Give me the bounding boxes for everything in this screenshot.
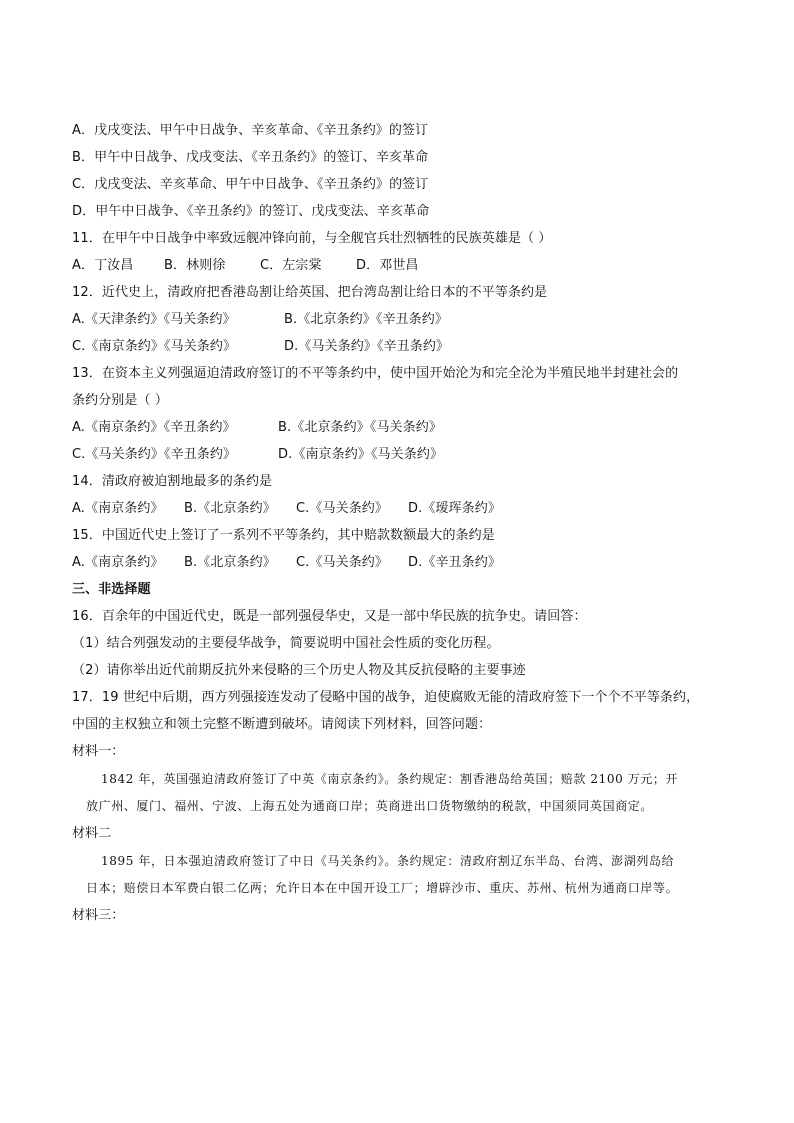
q11-option-d: D．邓世昌 bbox=[356, 258, 419, 273]
q11-options bbox=[72, 257, 419, 275]
q13-option-d: D.《南京条约》《马关条约》 bbox=[278, 447, 444, 462]
material1-label: 材料一： bbox=[72, 744, 125, 759]
q16-sub1: （1）结合列强发动的主要侵华战争，简要说明中国社会性质的变化历程。 bbox=[72, 636, 500, 651]
q15-option-a: A.《南京条约》 bbox=[72, 555, 164, 570]
material2-label: 材料二 bbox=[72, 826, 112, 841]
q15-option-d: D.《辛丑条约》 bbox=[408, 555, 501, 570]
q10-option-c: C．戊戌变法、辛亥革命、甲午中日战争、《辛丑条约》的签订 bbox=[72, 177, 429, 192]
q14-option-d: D.《瑷珲条约》 bbox=[408, 501, 501, 516]
q13-option-c: C.《马关条约》《辛丑条约》 bbox=[72, 447, 237, 462]
q13-options-row1 bbox=[72, 419, 442, 437]
q14-options bbox=[72, 500, 501, 518]
q17-stem-line1: 17．19 世纪中后期，西方列强接连发动了侵略中国的战争，迫使腐败无能的清政府签下一个个不平等条约， bbox=[72, 690, 700, 705]
material2-text-line1: 1895 年，日本强迫清政府签订了中日《马关条约》。条约规定：清政府割辽东半岛、台湾、澎湖列岛给 bbox=[101, 854, 675, 868]
q11-option-c: C．左宗棠 bbox=[260, 258, 322, 273]
q10-option-b: B．甲午中日战争、戊戌变法、《辛丑条约》的签订、辛亥革命 bbox=[72, 150, 429, 165]
q12-options-row1 bbox=[72, 311, 448, 329]
q15-options bbox=[72, 554, 501, 572]
q12-option-a: A.《天津条约》《马关条约》 bbox=[72, 312, 236, 327]
section-heading: 三、非选择题 bbox=[72, 582, 151, 597]
q15-stem: 15．中国近代史上签订了一系列不平等条约，其中赔款数额最大的条约是 bbox=[72, 528, 495, 543]
q15-option-c: C.《马关条约》 bbox=[296, 555, 389, 570]
q13-option-a: A.《南京条约》《辛丑条约》 bbox=[72, 420, 236, 435]
q14-option-c: C.《马关条约》 bbox=[296, 501, 389, 516]
q12-option-b: B.《北京条约》《辛丑条约》 bbox=[284, 312, 448, 327]
q13-stem-line1: 13．在资本主义列强逼迫清政府签订的不平等条约中，使中国开始沦为和完全沦为半殖民地半封建社会的 bbox=[72, 366, 679, 381]
q10-option-a: A．戊戌变法、甲午中日战争、辛亥革命、《辛丑条约》的签订 bbox=[72, 123, 429, 138]
q12-option-c: C.《南京条约》《马关条约》 bbox=[72, 339, 237, 354]
q11-stem: 11．在甲午中日战争中率致远舰冲锋向前，与全舰官兵壮烈牺牲的民族英雄是（ ） bbox=[72, 231, 552, 246]
q11-option-b: B．林则徐 bbox=[164, 258, 226, 273]
q13-option-b: B.《北京条约》《马关条约》 bbox=[278, 420, 442, 435]
q13-options-row2 bbox=[72, 446, 443, 464]
material1-text-line1: 1842 年，英国强迫清政府签订了中英《南京条约》。条约规定：割香港岛给英国；赔款 2100 万元；开 bbox=[101, 772, 679, 786]
q16-stem: 16．百余年的中国近代史，既是一部列强侵华史，又是一部中华民族的抗争史。请回答： bbox=[72, 609, 587, 624]
q16-sub2: （2）请你举出近代前期反抗外来侵略的三个历史人物及其反抗侵略的主要事迹 bbox=[72, 663, 526, 678]
material2-text-line2: 日本；赔偿日本军费白银二亿两；允许日本在中国开设工厂；增辟沙市、重庆、苏州、杭州为通商口岸等。 bbox=[86, 881, 679, 895]
material1-text-line2: 放广州、厦门、福州、宁波、上海五处为通商口岸；英商进出口货物缴纳的税款，中国须同英国商定。 bbox=[86, 799, 654, 813]
q10-option-d: D．甲午中日战争、《辛丑条约》的签订、戊戌变法、辛亥革命 bbox=[72, 204, 430, 219]
q13-stem-line2: 条约分别是（ ） bbox=[72, 393, 168, 408]
q12-options-row2 bbox=[72, 338, 449, 356]
q17-stem-line2: 中国的主权独立和领土完整不断遭到破坏。请阅读下列材料，回答问题： bbox=[72, 717, 492, 732]
q14-stem: 14．清政府被迫割地最多的条约是 bbox=[72, 474, 273, 489]
q11-option-a: A．丁汝昌 bbox=[72, 258, 134, 273]
q14-option-b: B.《北京条约》 bbox=[184, 501, 276, 516]
q14-option-a: A.《南京条约》 bbox=[72, 501, 164, 516]
material3-label: 材料三： bbox=[72, 908, 125, 923]
q12-stem: 12．近代史上，清政府把香港岛割让给英国、把台湾岛割让给日本的不平等条约是 bbox=[72, 285, 548, 300]
q15-option-b: B.《北京条约》 bbox=[184, 555, 276, 570]
q12-option-d: D.《马关条约》《辛丑条约》 bbox=[284, 339, 450, 354]
